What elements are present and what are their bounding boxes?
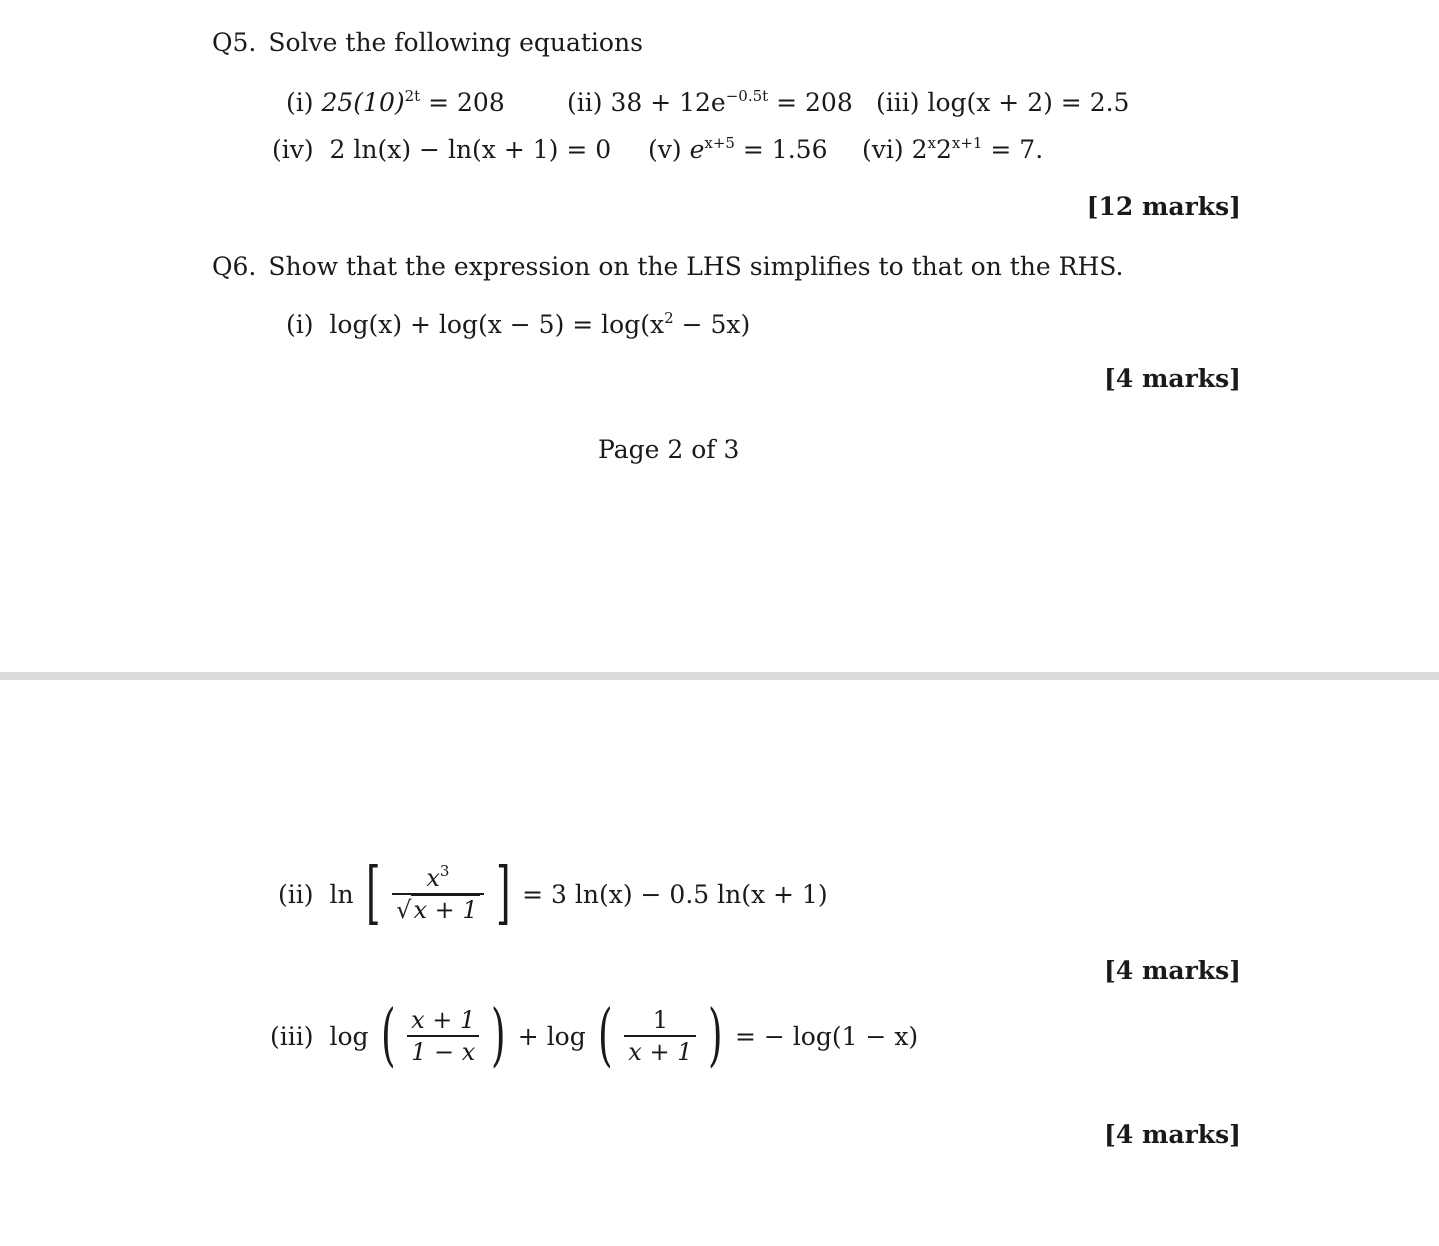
right-bracket: ] [495,854,511,933]
q6-part-ii-num-exponent: 3 [439,861,450,880]
q6-part-ii [278,854,828,933]
q6-part-ii-num-base: x [426,863,440,892]
right-paren-2: ) [708,996,724,1075]
q6-part-iii-function-1: log [329,1021,369,1051]
q5-part-iii-expr: log(x + 2) = 2.5 [927,88,1130,117]
q6-part-i-label: (i) [286,310,314,339]
q6-part-i-exponent: 2 [664,309,674,327]
sqrt-symbol: √ [396,896,412,924]
left-paren-2: ( [597,996,613,1075]
q6-heading-text: Show that the expression on the LHS simplifies to that on the RHS. [268,252,1124,281]
q6-part-i-rhs: − 5x) [673,310,751,339]
q5-part-ii-base: 38 + 12e [610,88,726,117]
q5-part-v [648,134,828,164]
q5-part-iv-label: (iv) [272,135,314,164]
q6-part-ii-denominator [392,895,483,923]
q6-part-iii-fraction-1-denominator: 1 − x [411,1038,476,1066]
q6-part-iii-fraction-2 [624,1007,696,1066]
q5-part-i [286,87,505,117]
q6-part-iii-fraction-1 [407,1007,479,1066]
q5-part-vi-base-1: 2 [911,135,928,164]
q5-part-i-label: (i) [286,88,314,117]
q5-part-ii [567,87,853,117]
left-paren-1: ( [380,996,396,1075]
q5-part-vi [862,134,1044,164]
q5-part-vi-exponent-1: x [927,134,936,152]
q6-part-iii-fraction-1-numerator: x + 1 [407,1007,479,1037]
q5-part-vi-label: (vi) [862,135,904,164]
q5-part-vi-rhs: = 7. [982,135,1044,164]
q6-number: Q6. [212,252,257,281]
q5-part-ii-label: (ii) [567,88,603,117]
q5-part-iii [876,90,1129,115]
q5-part-v-rhs: = 1.56 [734,135,828,164]
q6-part-iii-rhs: = − log(1 − x) [734,1021,919,1051]
page-separator [0,672,1439,680]
q6-part-ii-function: ln [329,879,354,909]
q5-part-ii-exponent: −0.5t [725,87,769,105]
q6-part-ii-rhs: = 3 ln(x) − 0.5 ln(x + 1) [522,879,828,909]
q5-part-v-base: e [689,135,705,164]
q5-part-iii-label: (iii) [876,88,920,117]
q5-part-i-rhs: = 208 [420,88,505,117]
q5-part-i-exponent: 2t [404,87,421,105]
q5-part-vi-exponent-2: x+1 [951,134,983,152]
q6-part-ii-label: (ii) [278,879,314,909]
q5-part-iv [272,137,611,162]
q6-part-ii-marks: [4 marks] [1104,956,1241,985]
q5-number: Q5. [212,28,257,57]
q5-marks: [12 marks] [1086,192,1241,221]
document-page-3 [0,680,1439,1246]
q6-part-iii [270,996,919,1075]
q6-part-ii-numerator [392,861,483,895]
page-number: Page 2 of 3 [598,435,740,464]
q6-part-iii-label: (iii) [270,1021,314,1051]
q6-part-i [286,309,751,339]
q5-part-ii-rhs: = 208 [768,88,853,117]
q5-part-vi-base-2: 2 [935,135,952,164]
q6-heading [212,254,1123,279]
q6-part-iii-function-2: + log [517,1021,586,1051]
q6-part-ii-den-radicand: x + 1 [413,896,478,924]
q6-part-iii-marks: [4 marks] [1104,1120,1241,1149]
q5-part-iv-expr: 2 ln(x) − ln(x + 1) = 0 [329,135,612,164]
q5-part-v-label: (v) [648,135,682,164]
right-paren-1: ) [491,996,506,1075]
left-bracket: [ [365,854,381,933]
q6-part-iii-fraction-2-denominator: x + 1 [628,1038,693,1066]
q6-part-i-lhs: log(x) + log(x − 5) = log(x [329,310,665,339]
q6-part-ii-fraction [392,861,483,924]
q6-part-iii-fraction-2-numerator: 1 [624,1007,696,1037]
q6-part-i-marks: [4 marks] [1104,364,1241,393]
q5-part-i-base: 25(10) [321,88,405,117]
q5-heading-text: Solve the following equations [268,28,643,57]
q5-part-v-exponent: x+5 [704,134,735,152]
q5-heading [212,30,643,55]
